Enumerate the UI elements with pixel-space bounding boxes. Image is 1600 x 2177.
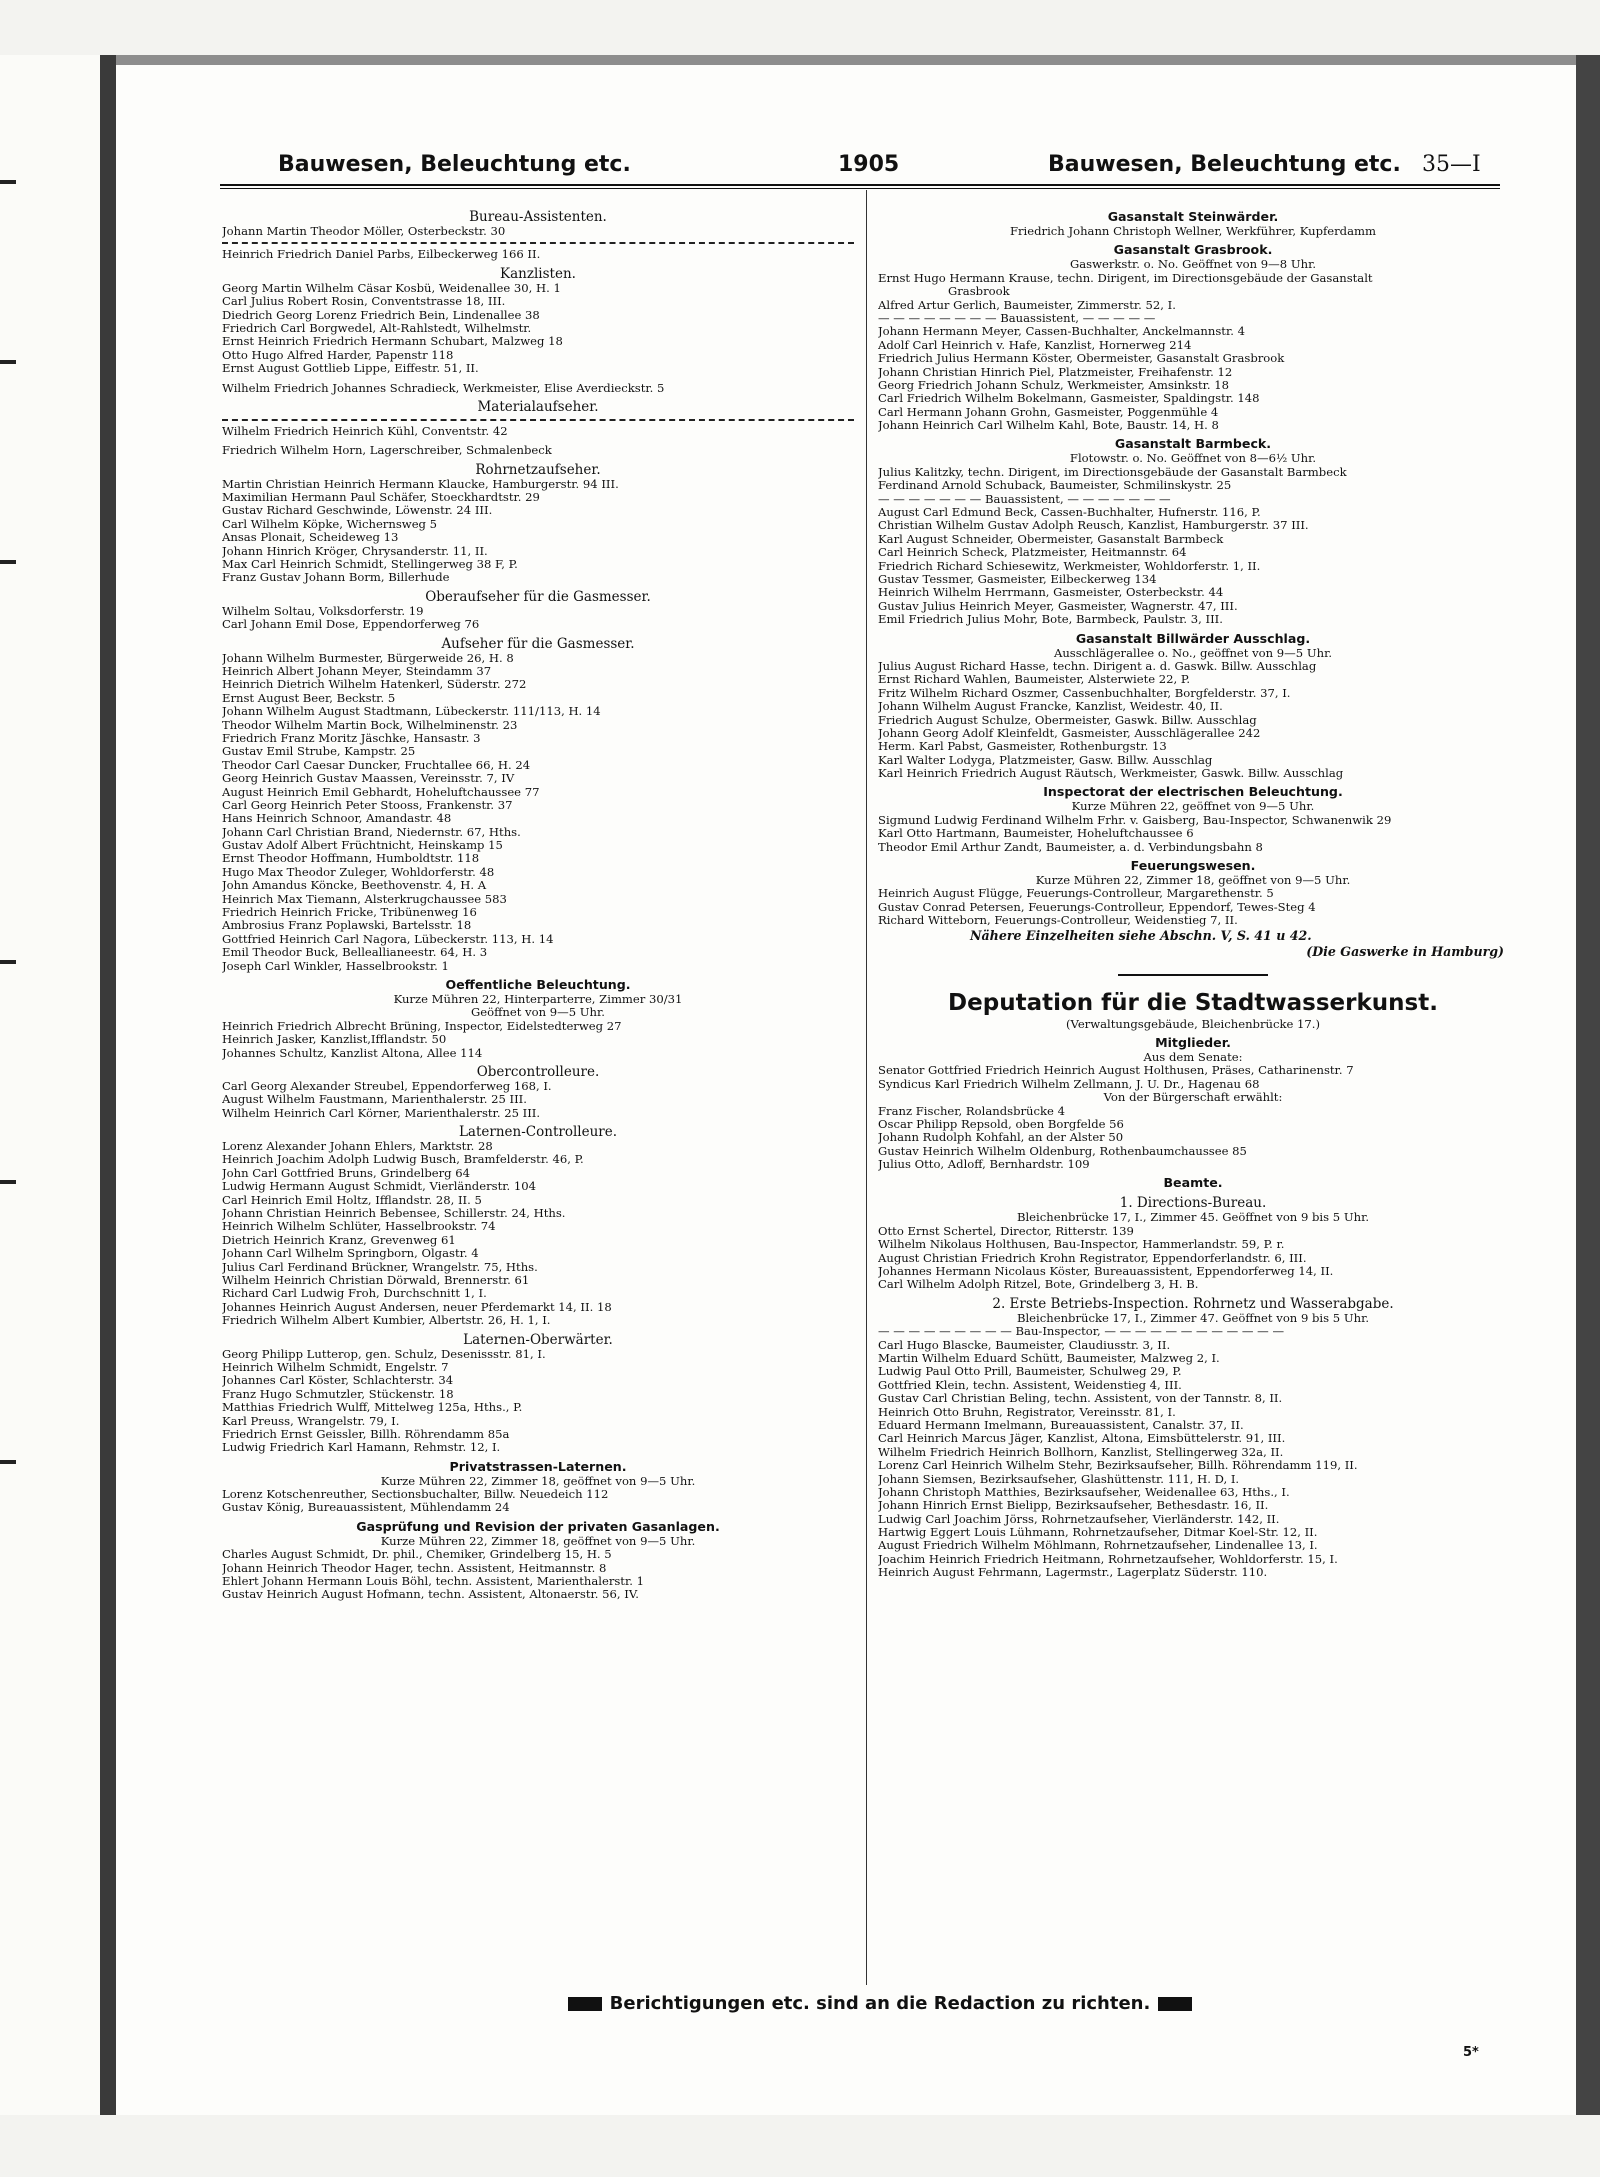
- directory-entry: John Amandus Köncke, Beethovenstr. 4, H. A: [222, 879, 487, 893]
- directory-entry: Gustav Richard Geschwinde, Löwenstr. 24 III.: [222, 504, 493, 518]
- directory-entry: Johann Siemsen, Bezirksaufseher, Glashüttenstr. 111, H. D, I.: [878, 1472, 1240, 1486]
- directory-entry: Richard Witteborn, Feuerungs-Controlleur, Weidenstieg 7, II.: [878, 914, 1238, 928]
- directory-entry: Friedrich Carl Borgwedel, Alt-Rahlstedt, Wilhelmstr.: [222, 321, 532, 335]
- directory-entry: Franz Hugo Schmutzler, Stückenstr. 18: [222, 1387, 454, 1401]
- directory-entry: Johann Christian Hinrich Piel, Platzmeister, Freihafenstr. 12: [878, 365, 1233, 379]
- directory-entry: Ernst Richard Wahlen, Baumeister, Alsterwiete 22, P.: [878, 673, 1191, 687]
- directory-entry: Eduard Hermann Imelmann, Bureauassistent, Canalstr. 37, II.: [878, 1418, 1244, 1432]
- centered-note: Flotowstr. o. No. Geöffnet von 8—6½ Uhr.: [1069, 452, 1317, 466]
- directory-entry: — — — — — — — — Bauassistent, — — — — —: [878, 311, 1156, 325]
- right-column: [878, 205, 1508, 1580]
- directory-entry: Theodor Emil Arthur Zandt, Baumeister, a. d. Verbindungsbahn 8: [878, 840, 1263, 854]
- directory-entry: August Christian Friedrich Krohn Registrator, Eppendorferlandstr. 6, III.: [878, 1251, 1307, 1265]
- directory-entry: Wilhelm Soltau, Volksdorferstr. 19: [222, 604, 424, 618]
- directory-entry: Karl Walter Lodyga, Platzmeister, Gasw. Billw. Ausschlag: [878, 753, 1213, 767]
- directory-entry: Christian Wilhelm Gustav Adolph Reusch, Kanzlist, Hamburgerstr. 37 III.: [878, 519, 1309, 533]
- directory-entry: Heinrich Albert Johann Meyer, Steindamm 37: [222, 664, 492, 678]
- directory-entry: Hugo Max Theodor Zuleger, Wohldorferstr. 48: [222, 865, 495, 879]
- directory-entry: Gustav Emil Strube, Kampstr. 25: [222, 745, 416, 759]
- directory-entry: Heinrich Joachim Adolph Ludwig Busch, Bramfelderstr. 46, P.: [222, 1153, 584, 1167]
- centered-note: Kurze Mühren 22, Zimmer 18, geöffnet von 9—5 Uhr.: [380, 1474, 696, 1488]
- directory-entry: Ludwig Carl Joachim Jörss, Rohrnetzaufseher, Vierländerstr. 142, II.: [878, 1512, 1280, 1526]
- directory-entry: Wilhelm Heinrich Carl Körner, Marienthalerstr. 25 III.: [222, 1106, 541, 1120]
- section-heading: Materialaufseher.: [477, 398, 599, 415]
- directory-entry: Ernst August Gottlieb Lippe, Eiffestr. 51, II.: [222, 362, 479, 376]
- directory-entry: Wilhelm Friedrich Heinrich Kühl, Conventstr. 42: [222, 424, 508, 438]
- directory-entry: Ferdinand Arnold Schuback, Baumeister, Schmilinskystr. 25: [878, 479, 1232, 493]
- directory-entry: Friedrich Wilhelm Albert Kumbier, Albertstr. 26, H. 1, I.: [222, 1314, 551, 1328]
- directory-entry: Karl Preuss, Wrangelstr. 79, I.: [222, 1414, 400, 1428]
- section-rule: [1118, 974, 1268, 976]
- directory-entry: Diedrich Georg Lorenz Friedrich Bein, Lindenallee 38: [222, 308, 540, 322]
- directory-entry: Georg Martin Wilhelm Cäsar Kosbü, Weidenallee 30, H. 1: [222, 281, 561, 295]
- directory-entry: Gottfried Klein, techn. Assistent, Weidenstieg 4, III.: [878, 1378, 1182, 1392]
- centered-note: Gaswerkstr. o. No. Geöffnet von 9—8 Uhr.: [1069, 258, 1317, 272]
- directory-entry: Gustav Heinrich August Hofmann, techn. Assistent, Altonaerstr. 56, IV.: [222, 1588, 639, 1602]
- directory-entry: Friedrich Ernst Geissler, Billh. Röhrendamm 85a: [222, 1427, 510, 1441]
- directory-entry: John Carl Gottfried Bruns, Grindelberg 64: [222, 1166, 471, 1180]
- bold-section-heading: Oeffentliche Beleuchtung.: [445, 976, 631, 992]
- centered-note: Kurze Mühren 22, geöffnet von 9—5 Uhr.: [1071, 800, 1315, 814]
- reference-note: Nähere Einzelheiten siehe Abschn. V, S. 41 u 42.: [970, 927, 1312, 943]
- directory-entry: Alfred Artur Gerlich, Baumeister, Zimmerstr. 52, I.: [878, 298, 1176, 312]
- directory-entry: Hans Heinrich Schnoor, Amandastr. 48: [222, 812, 452, 826]
- centered-note: Friedrich Johann Christoph Wellner, Werkführer, Kupferdamm: [1009, 225, 1377, 238]
- directory-entry: Gustav Heinrich Wilhelm Oldenburg, Rothenbaumchaussee 85: [878, 1144, 1247, 1158]
- directory-entry: Gustav Adolf Albert Früchtnicht, Heinskamp 15: [222, 839, 503, 853]
- section-heading: Kanzlisten.: [500, 265, 576, 282]
- section-heading: Laternen-Controlleure.: [458, 1124, 618, 1141]
- directory-entry: Johann Hermann Meyer, Cassen-Buchhalter, Anckelmannstr. 4: [878, 325, 1245, 339]
- header-rule-thin: [220, 188, 1500, 189]
- directory-entry: Heinrich Wilhelm Schlüter, Hasselbrookstr. 74: [222, 1220, 496, 1234]
- directory-entry: Georg Friedrich Johann Schulz, Werkmeister, Amsinkstr. 18: [878, 378, 1229, 392]
- directory-entry: Lorenz Alexander Johann Ehlers, Marktstr. 28: [222, 1140, 493, 1154]
- directory-entry: Theodor Wilhelm Martin Bock, Wilhelminenstr. 23: [222, 718, 518, 732]
- directory-entry: Johann Christian Heinrich Bebensee, Schillerstr. 24, Hths.: [222, 1207, 566, 1221]
- directory-entry: Johann Heinrich Carl Wilhelm Kahl, Bote, Baustr. 14, H. 8: [878, 419, 1219, 433]
- directory-entry: Carl Wilhelm Adolph Ritzel, Bote, Grindelberg 3, H. B.: [878, 1278, 1199, 1292]
- directory-entry: Ludwig Paul Otto Prill, Baumeister, Schulweg 29, P.: [878, 1365, 1182, 1379]
- centered-note: Bleichenbrücke 17, I., Zimmer 47. Geöffnet von 9 bis 5 Uhr.: [1016, 1311, 1370, 1325]
- directory-entry: Franz Fischer, Rolandsbrücke 4: [878, 1104, 1065, 1118]
- directory-entry: Johann Wilhelm Burmester, Bürgerweide 26, H. 8: [222, 651, 514, 665]
- directory-entry: Franz Gustav Johann Borm, Billerhude: [222, 571, 450, 585]
- directory-entry: Heinrich August Fehrmann, Lagermstr., Lagerplatz Süderstr. 110.: [878, 1566, 1268, 1580]
- section-heading: Aufseher für die Gasmesser.: [441, 635, 635, 652]
- directory-entry: Ansas Plonait, Scheideweg 13: [222, 531, 399, 545]
- directory-entry: August Heinrich Emil Gebhardt, Hoheluftchaussee 77: [222, 785, 540, 799]
- department-title: Deputation für die Stadtwasserkunst.: [948, 989, 1438, 1016]
- reference-note: (Die Gaswerke in Hamburg): [1306, 943, 1504, 959]
- directory-entry: Oscar Philipp Repsold, oben Borgfelde 56: [878, 1117, 1124, 1131]
- directory-entry: August Wilhelm Faustmann, Marienthalerstr. 25 III.: [222, 1093, 527, 1107]
- directory-entry: Martin Wilhelm Eduard Schütt, Baumeister, Malzweg 2, I.: [878, 1352, 1220, 1365]
- centered-note: Von der Bürgerschaft erwählt:: [1103, 1091, 1283, 1105]
- directory-entry: Johann Wilhelm August Francke, Kanzlist, Weidestr. 40, II.: [878, 700, 1223, 714]
- directory-entry: Ambrosius Franz Poplawski, Bartelsstr. 18: [222, 919, 472, 933]
- directory-entry: Carl Julius Robert Rosin, Conventstrasse 18, III.: [222, 295, 506, 309]
- pointing-hand-icon: [568, 1997, 602, 2011]
- directory-entry: Otto Ernst Schertel, Director, Ritterstr. 139: [878, 1224, 1134, 1238]
- directory-entry: Gustav Tessmer, Gasmeister, Eilbeckerweg 134: [878, 572, 1157, 586]
- directory-entry: Heinrich Max Tiemann, Alsterkrugchaussee 583: [222, 892, 507, 906]
- bold-section-heading: Beamte.: [1163, 1175, 1223, 1191]
- centered-note: Bleichenbrücke 17, I., Zimmer 45. Geöffnet von 9 bis 5 Uhr.: [1016, 1211, 1370, 1225]
- top-edge-shadow: [116, 55, 1576, 65]
- directory-entry: Maximilian Hermann Paul Schäfer, Stoeckhardtstr. 29: [222, 491, 540, 505]
- directory-entry: Carl Hermann Johann Grohn, Gasmeister, Poggenmühle 4: [878, 405, 1219, 419]
- right-edge-shadow: [1576, 55, 1600, 2115]
- binding-shadow: [100, 55, 116, 2115]
- directory-entry: Joseph Carl Winkler, Hasselbrookstr. 1: [222, 959, 449, 973]
- directory-entry: Johann Carl Christian Brand, Niedernstr. 67, Hths.: [222, 825, 521, 839]
- directory-entry: Richard Carl Ludwig Froh, Durchschnitt 1, I.: [222, 1287, 487, 1301]
- centered-note: Kurze Mühren 22, Hinterparterre, Zimmer 30/31: [393, 992, 683, 1006]
- directory-entry: Johann Carl Wilhelm Springborn, Olgastr. 4: [222, 1247, 479, 1261]
- directory-entry: Lorenz Carl Heinrich Wilhelm Stehr, Bezirksaufseher, Billh. Röhrendamm 119, II.: [878, 1459, 1358, 1473]
- directory-entry: Carl Hugo Blascke, Baumeister, Claudiusstr. 3, II.: [878, 1338, 1171, 1352]
- directory-entry: Lorenz Kotschenreuther, Sectionsbuchalter, Billw. Neuedeich 112: [222, 1488, 609, 1502]
- directory-entry: Theodor Carl Caesar Duncker, Fruchtallee 66, H. 24: [222, 758, 531, 772]
- directory-entry: Max Carl Heinrich Schmidt, Stellingerweg 38 F, P.: [222, 558, 518, 572]
- directory-entry: August Friedrich Wilhelm Möhlmann, Rohrnetzaufseher, Lindenallee 13, I.: [878, 1539, 1318, 1553]
- bold-section-heading: Gasanstalt Barmbeck.: [1114, 436, 1272, 452]
- directory-entry: Heinrich Jasker, Kanzlist,Ifflandstr. 50: [222, 1033, 447, 1047]
- directory-entry: Johann Martin Theodor Möller, Osterbeckstr. 30: [222, 225, 506, 238]
- directory-entry: Johannes Hermann Nicolaus Köster, Bureauassistent, Eppendorferweg 14, II.: [878, 1265, 1334, 1279]
- centered-note: Geöffnet von 9—5 Uhr.: [471, 1006, 605, 1020]
- directory-entry: Ludwig Hermann August Schmidt, Vierländerstr. 104: [222, 1180, 537, 1194]
- centered-note: Kurze Mühren 22, Zimmer 18, geöffnet von 9—5 Uhr.: [1035, 874, 1351, 888]
- directory-entry: Carl Heinrich Scheck, Platzmeister, Heitmannstr. 64: [878, 546, 1187, 560]
- directory-entry: Gottfried Heinrich Carl Nagora, Lübeckerstr. 113, H. 14: [222, 932, 554, 946]
- bold-section-heading: Feuerungswesen.: [1130, 858, 1256, 874]
- directory-entry: Friedrich Franz Moritz Jäschke, Hansastr. 3: [222, 731, 481, 745]
- directory-entry: Julius Otto, Adloff, Bernhardstr. 109: [878, 1158, 1090, 1172]
- directory-entry: Gustav Carl Christian Beling, techn. Assistent, von der Tannstr. 8, II.: [878, 1392, 1283, 1406]
- directory-entry: Johann Georg Adolf Kleinfeldt, Gasmeister, Ausschlägerallee 242: [878, 726, 1261, 740]
- directory-entry: — — — — — — — Bauassistent, — — — — — — —: [878, 492, 1171, 506]
- bold-section-heading: Gasanstalt Grasbrook.: [1113, 242, 1273, 258]
- directory-entry: Wilhelm Friedrich Heinrich Bollhorn, Kanzlist, Stellingerweg 32a, II.: [878, 1445, 1284, 1459]
- directory-entry: Julius Kalitzky, techn. Dirigent, im Directionsgebäude der Gasanstalt Barmbeck: [878, 465, 1347, 479]
- directory-entry: Carl Georg Heinrich Peter Stooss, Frankenstr. 37: [222, 798, 513, 812]
- directory-entry: — — — — — — — — — Bau-Inspector, — — — — — — — — — — — —: [878, 1325, 1285, 1339]
- directory-entry: Ernst Heinrich Friedrich Hermann Schubart, Malzweg 18: [222, 335, 563, 349]
- directory-entry: Johann Christoph Matthies, Bezirksaufseher, Weidenallee 63, Hths., I.: [878, 1485, 1290, 1499]
- column-divider: [866, 190, 867, 1985]
- directory-entry: Johannes Schultz, Kanzlist Altona, Allee 114: [222, 1046, 483, 1060]
- directory-entry: Grasbrook: [948, 285, 1010, 299]
- directory-entry: Emil Theodor Buck, Belleallianeestr. 64, H. 3: [222, 946, 488, 960]
- bold-section-heading: Privatstrassen-Laternen.: [449, 1458, 627, 1474]
- directory-entry: Heinrich Dietrich Wilhelm Hatenkerl, Süderstr. 272: [222, 678, 527, 692]
- section-heading: Rohrnetzaufseher.: [475, 461, 601, 478]
- directory-entry: Johann Hinrich Kröger, Chrysanderstr. 11, II.: [222, 544, 488, 558]
- directory-entry: Heinrich Otto Bruhn, Registrator, Vereinsstr. 81, I.: [878, 1405, 1176, 1419]
- directory-entry: Heinrich Friedrich Albrecht Brüning, Inspector, Eidelstedterweg 27: [222, 1019, 622, 1033]
- directory-entry: Carl Heinrich Marcus Jäger, Kanzlist, Altona, Eimsbüttelerstr. 91, III.: [878, 1432, 1286, 1446]
- directory-entry: Karl August Schneider, Obermeister, Gasanstalt Barmbeck: [878, 532, 1224, 546]
- directory-entry: Heinrich Wilhelm Schmidt, Engelstr. 7: [222, 1360, 449, 1374]
- bold-section-heading: Inspectorat der electrischen Beleuchtung.: [1043, 784, 1343, 800]
- section-heading: 1. Directions-Bureau.: [1119, 1195, 1267, 1212]
- directory-entry: Carl Georg Alexander Streubel, Eppendorferweg 168, I.: [222, 1079, 552, 1093]
- directory-entry: Johannes Heinrich August Andersen, neuer Pferdemarkt 14, II. 18: [222, 1300, 612, 1314]
- directory-entry: August Carl Edmund Beck, Cassen-Buchhalter, Hufnerstr. 116, P.: [878, 506, 1261, 520]
- directory-entry: Hartwig Eggert Louis Lühmann, Rohrnetzaufseher, Ditmar Koel-Str. 12, II.: [878, 1526, 1318, 1540]
- footer-text: Berichtigungen etc. sind an die Redaction zu richten.: [609, 1993, 1151, 2014]
- directory-entry: Joachim Heinrich Friedrich Heitmann, Rohrnetzaufseher, Wohldorferstr. 15, I.: [878, 1552, 1338, 1566]
- centered-note: (Verwaltungsgebäude, Bleichenbrücke 17.): [1065, 1017, 1321, 1031]
- footer-note: [500, 1993, 1260, 2014]
- directory-entry: Adolf Carl Heinrich v. Hafe, Kanzlist, Hornerweg 214: [878, 338, 1192, 352]
- bold-section-heading: Gasanstalt Billwärder Ausschlag.: [1075, 630, 1311, 646]
- directory-entry: Johann Hinrich Ernst Bielipp, Bezirksaufseher, Bethesdastr. 16, II.: [878, 1499, 1269, 1513]
- running-head-left: Bauwesen, Beleuchtung etc.: [278, 152, 631, 177]
- directory-entry: Friedrich August Schulze, Obermeister, Gaswk. Billw. Ausschlag: [878, 713, 1257, 727]
- directory-entry: Gustav Julius Heinrich Meyer, Gasmeister, Wagnerstr. 47, III.: [878, 599, 1238, 613]
- directory-entry: Carl Friedrich Wilhelm Bokelmann, Gasmeister, Spaldingstr. 148: [878, 392, 1260, 406]
- directory-entry: Ernst Theodor Hoffmann, Humboldtstr. 118: [222, 852, 480, 866]
- bold-section-heading: Gasprüfung und Revision der privaten Gasanlagen.: [356, 1518, 720, 1534]
- section-heading: Oberaufseher für die Gasmesser.: [425, 588, 651, 605]
- section-heading: Laternen-Oberwärter.: [463, 1331, 613, 1348]
- directory-entry: Herm. Karl Pabst, Gasmeister, Rothenburgstr. 13: [878, 740, 1167, 754]
- directory-entry: Ehlert Johann Hermann Louis Böhl, techn. Assistent, Marienthalerstr. 1: [222, 1575, 644, 1589]
- directory-entry: Georg Heinrich Gustav Maassen, Vereinsstr. 7, IV: [222, 772, 515, 786]
- directory-entry: Emil Friedrich Julius Mohr, Bote, Barmbeck, Paulstr. 3, III.: [878, 613, 1223, 627]
- bold-section-heading: Gasanstalt Steinwärder.: [1107, 209, 1279, 224]
- directory-entry: Fritz Wilhelm Richard Oszmer, Cassenbuchhalter, Borgfelderstr. 37, I.: [878, 686, 1291, 700]
- directory-entry: Wilhelm Friedrich Johannes Schradieck, Werkmeister, Elise Averdieckstr. 5: [222, 381, 665, 395]
- centered-note: Aus dem Senate:: [1143, 1050, 1243, 1064]
- directory-entry: Ludwig Friedrich Karl Hamann, Rehmstr. 12, I.: [222, 1441, 501, 1455]
- header-rule: [220, 184, 1500, 186]
- directory-entry: Carl Heinrich Emil Holtz, Ifflandstr. 28, II. 5: [222, 1193, 482, 1207]
- directory-entry: Ernst Hugo Hermann Krause, techn. Dirigent, im Directionsgebäude der Gasanstalt: [878, 271, 1373, 285]
- directory-entry: Wilhelm Nikolaus Holthusen, Bau-Inspector, Hammerlandstr. 59, P. r.: [878, 1238, 1285, 1252]
- directory-entry: Karl Heinrich Friedrich August Räutsch, Werkmeister, Gaswk. Billw. Ausschlag: [878, 767, 1344, 781]
- directory-entry: Gustav König, Bureauassistent, Mühlendamm 24: [222, 1501, 510, 1515]
- directory-entry: Charles August Schmidt, Dr. phil., Chemiker, Grindelberg 15, H. 5: [222, 1548, 612, 1562]
- directory-entry: Ernst August Beer, Beckstr. 5: [222, 691, 396, 705]
- dashed-separator: [222, 419, 854, 421]
- centered-note: Ausschlägerallee o. No., geöffnet von 9—5 Uhr.: [1053, 646, 1333, 660]
- directory-entry: Julius Carl Ferdinand Brückner, Wrangelstr. 75, Hths.: [222, 1260, 538, 1274]
- directory-entry: Karl Otto Hartmann, Baumeister, Hoheluftchaussee 6: [878, 827, 1194, 841]
- directory-entry: Johann Heinrich Theodor Hager, techn. Assistent, Heitmannstr. 8: [222, 1561, 607, 1575]
- directory-entry: Friedrich Wilhelm Horn, Lagerschreiber, Schmalenbeck: [222, 444, 552, 458]
- dashed-separator: [222, 242, 854, 244]
- directory-entry: Otto Hugo Alfred Harder, Papenstr 118: [222, 348, 454, 362]
- signature-mark: 5*: [1463, 2045, 1479, 2060]
- directory-entry: Julius August Richard Hasse, techn. Dirigent a. d. Gaswk. Billw. Ausschlag: [878, 659, 1317, 673]
- section-heading: Obercontrolleure.: [476, 1063, 600, 1080]
- pointing-hand-icon: [1158, 1997, 1192, 2011]
- previous-page-strip: [0, 55, 100, 2115]
- directory-entry: Sigmund Ludwig Ferdinand Wilhelm Frhr. v. Gaisberg, Bau-Inspector, Schwanenwik 29: [878, 813, 1392, 827]
- directory-entry: Friedrich Julius Hermann Köster, Obermeister, Gasanstalt Grasbrook: [878, 352, 1285, 366]
- bold-section-heading: Mitglieder.: [1155, 1034, 1231, 1050]
- left-column: [222, 205, 854, 1602]
- directory-entry: Carl Wilhelm Köpke, Wichernsweg 5: [222, 517, 438, 531]
- section-heading: Bureau-Assistenten.: [469, 209, 607, 225]
- directory-entry: Gustav Conrad Petersen, Feuerungs-Controlleur, Eppendorf, Tewes-Steg 4: [878, 900, 1316, 914]
- directory-entry: Heinrich August Flügge, Feuerungs-Controlleur, Margarethenstr. 5: [878, 887, 1274, 901]
- directory-entry: Martin Christian Heinrich Hermann Klaucke, Hamburgerstr. 94 III.: [222, 477, 619, 491]
- running-head-right: Bauwesen, Beleuchtung etc.: [1048, 152, 1401, 177]
- directory-entry: Johann Wilhelm August Stadtmann, Lübeckerstr. 111/113, H. 14: [222, 705, 601, 719]
- directory-entry: Friedrich Heinrich Fricke, Tribünenweg 16: [222, 906, 477, 920]
- directory-entry: Carl Johann Emil Dose, Eppendorferweg 76: [222, 618, 480, 632]
- section-heading: 2. Erste Betriebs-Inspection. Rohrnetz und Wasserabgabe.: [992, 1295, 1394, 1312]
- directory-entry: Heinrich Wilhelm Herrmann, Gasmeister, Osterbeckstr. 44: [878, 586, 1224, 600]
- directory-entry: Matthias Friedrich Wulff, Mittelweg 125a, Hths., P.: [222, 1401, 523, 1415]
- directory-entry: Syndicus Karl Friedrich Wilhelm Zellmann, J. U. Dr., Hagenau 68: [878, 1077, 1260, 1091]
- page-number: 35—I: [1422, 152, 1481, 177]
- directory-entry: Heinrich Friedrich Daniel Parbs, Eilbeckerweg 166 II.: [222, 248, 541, 262]
- centered-note: Kurze Mühren 22, Zimmer 18, geöffnet von 9—5 Uhr.: [380, 1534, 696, 1548]
- directory-entry: Georg Philipp Lutterop, gen. Schulz, Desenissstr. 81, I.: [222, 1347, 546, 1361]
- directory-entry: Wilhelm Heinrich Christian Dörwald, Brennerstr. 61: [222, 1274, 530, 1287]
- directory-entry: Friedrich Richard Schiesewitz, Werkmeister, Wohldorferstr. 1, II.: [878, 559, 1261, 573]
- directory-entry: Senator Gottfried Friedrich Heinrich August Holthusen, Präses, Catharinenstr. 7: [878, 1064, 1354, 1078]
- running-head-year: 1905: [838, 152, 900, 177]
- directory-entry: Johannes Carl Köster, Schlachterstr. 34: [222, 1374, 454, 1388]
- directory-entry: Dietrich Heinrich Kranz, Grevenweg 61: [222, 1233, 456, 1247]
- directory-entry: Johann Rudolph Kohfahl, an der Alster 50: [878, 1131, 1124, 1145]
